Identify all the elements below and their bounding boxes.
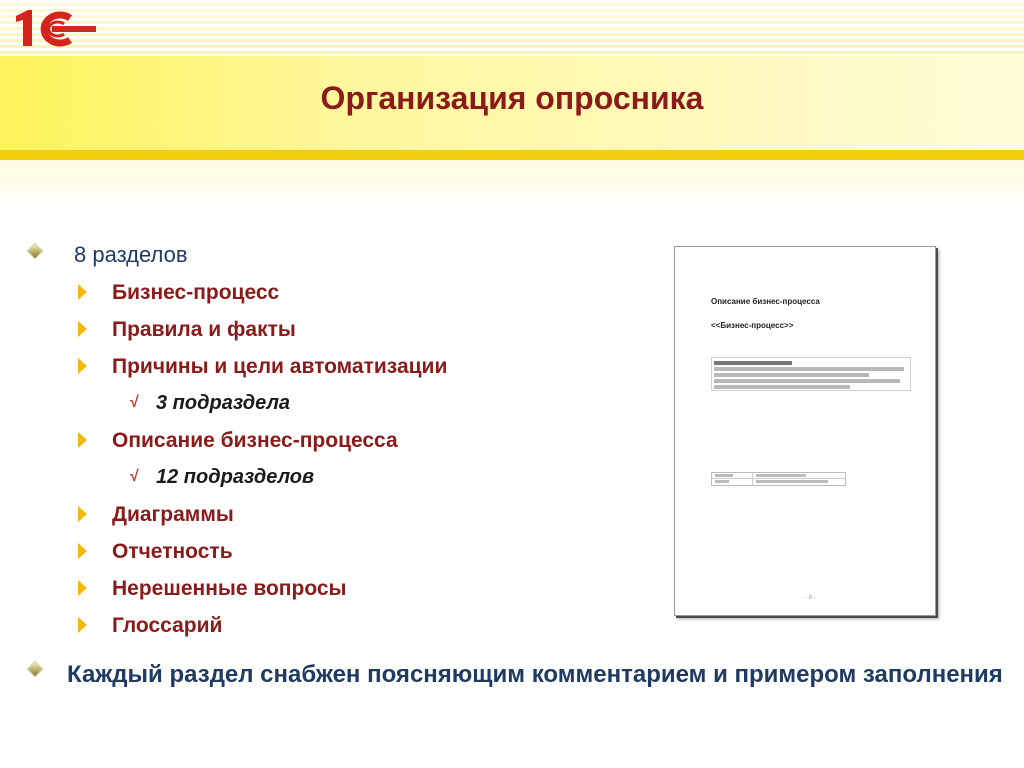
arrow-bullet-icon — [78, 543, 87, 559]
bottom-point: Каждый раздел снабжен поясняющим комментарием и примером заполнения — [67, 661, 1003, 688]
section-item: Глоссарий — [112, 614, 223, 637]
section-item: Описание бизнес-процесса — [112, 429, 398, 452]
arrow-bullet-icon — [78, 506, 87, 522]
title-shadow — [0, 160, 1024, 216]
check-bullet-icon: √ — [130, 394, 139, 411]
arrow-bullet-icon — [78, 321, 87, 337]
header-stripes — [0, 0, 1024, 56]
document-subheading: <<Бизнес-процесс>> — [711, 321, 794, 330]
document-heading: Описание бизнес-процесса — [711, 297, 820, 306]
page-title: Организация опросника — [320, 80, 704, 116]
main-point: 8 разделов — [74, 242, 188, 267]
section-item: Бизнес-процесс — [112, 281, 280, 304]
diamond-bullet-icon — [28, 662, 42, 676]
section-item: Отчетность — [112, 540, 233, 563]
check-bullet-icon: √ — [130, 468, 139, 485]
section-item: Причины и цели автоматизации — [112, 355, 448, 378]
subsection-count: 3 подраздела — [156, 392, 291, 414]
document-table — [711, 472, 846, 486]
diamond-bullet-icon — [28, 244, 42, 258]
arrow-bullet-icon — [78, 580, 87, 596]
section-item: Диаграммы — [112, 503, 234, 526]
arrow-bullet-icon — [78, 432, 87, 448]
section-item: Нерешенные вопросы — [112, 577, 347, 600]
document-page-number: - 8 - — [805, 595, 816, 601]
document-preview — [674, 246, 936, 616]
arrow-bullet-icon — [78, 284, 87, 300]
arrow-bullet-icon — [78, 617, 87, 633]
subsection-count: 12 подразделов — [156, 466, 315, 488]
document-comment-box — [711, 357, 911, 391]
title-underline — [0, 150, 1024, 160]
section-item: Правила и факты — [112, 318, 296, 341]
1c-logo — [8, 6, 98, 50]
arrow-bullet-icon — [78, 358, 87, 374]
